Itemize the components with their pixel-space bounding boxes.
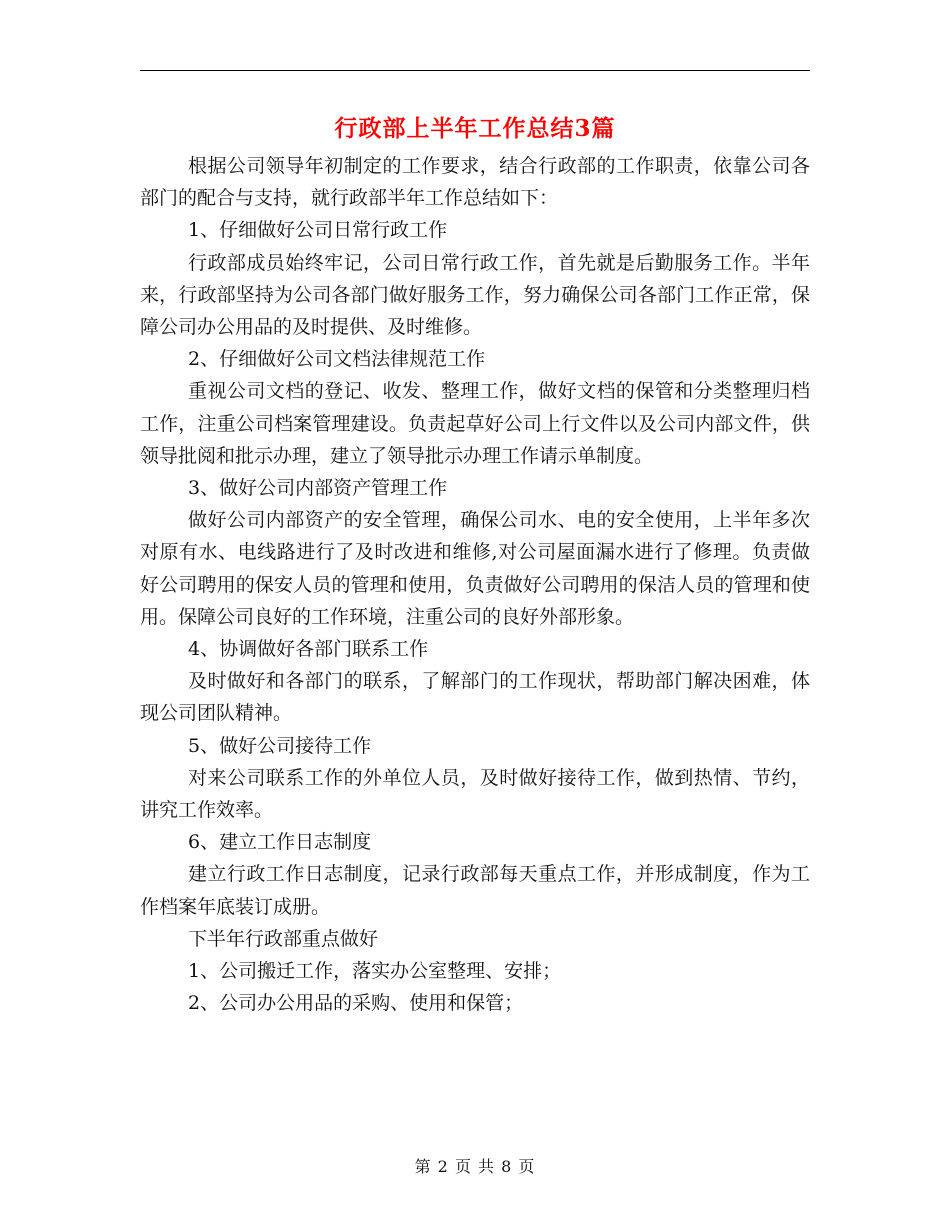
- section-paragraph-3: 做好公司内部资产的安全管理，确保公司水、电的安全使用，上半年多次对原有水、电线路进行了及时改进和维修,对公司屋面漏水进行了修理。负责做好公司聘用的保安人员的管理和使用，负责做好公司聘用的保洁人员的管理和使用。保障公司良好的工作环境，注重公司的良好外部形象。: [140, 509, 810, 628]
- section-heading-4: 4、协调做好各部门联系工作: [188, 638, 429, 661]
- section-paragraph-4: 及时做好和各部门的联系，了解部门的工作现状，帮助部门解决困难，体现公司团队精神。: [140, 670, 810, 725]
- section-paragraph-1: 行政部成员始终牢记，公司日常行政工作，首先就是后勤服务工作。半年来，行政部坚持为公司各部门做好服务工作，努力确保公司各部门工作正常，保障公司办公用品的及时提供、及时维修。: [140, 251, 810, 339]
- plan-item-2: 2、公司办公用品的采购、使用和保管；: [188, 992, 524, 1015]
- intro-paragraph: 根据公司领导年初制定的工作要求，结合行政部的工作职责，依靠公司各部门的配合与支持，就行政部半年工作总结如下：: [140, 155, 810, 210]
- section-heading-6: 6、建立工作日志制度: [188, 831, 372, 854]
- section-heading-3: 3、做好公司内部资产管理工作: [188, 477, 448, 500]
- plan-item-1: 1、公司搬迁工作，落实办公室整理、安排；: [188, 960, 562, 983]
- section-heading-1: 1、仔细做好公司日常行政工作: [188, 219, 448, 242]
- document-body: [140, 150, 810, 1019]
- section-heading-5: 5、做好公司接待工作: [188, 734, 372, 757]
- section-paragraph-6: 建立行政工作日志制度，记录行政部每天重点工作，并形成制度，作为工作档案年底装订成册。: [140, 863, 810, 918]
- page-number-footer: 第 2 页 共 8 页: [414, 1157, 536, 1176]
- section-paragraph-2: 重视公司文档的登记、收发、整理工作，做好文档的保管和分类整理归档工作，注重公司档案管理建设。负责起草好公司上行文件以及公司内部文件，供领导批阅和批示办理，建立了领导批示办理工作请示单制度。: [140, 380, 810, 467]
- section-heading-2: 2、仔细做好公司文档法律规范工作: [188, 348, 486, 371]
- plan-heading: 下半年行政部重点做好: [188, 927, 379, 950]
- section-paragraph-5: 对来公司联系工作的外单位人员，及时做好接待工作，做到热情、节约，讲究工作效率。: [140, 766, 810, 822]
- document-title: 行政部上半年工作总结3篇: [334, 115, 616, 142]
- header-rule: [140, 70, 810, 71]
